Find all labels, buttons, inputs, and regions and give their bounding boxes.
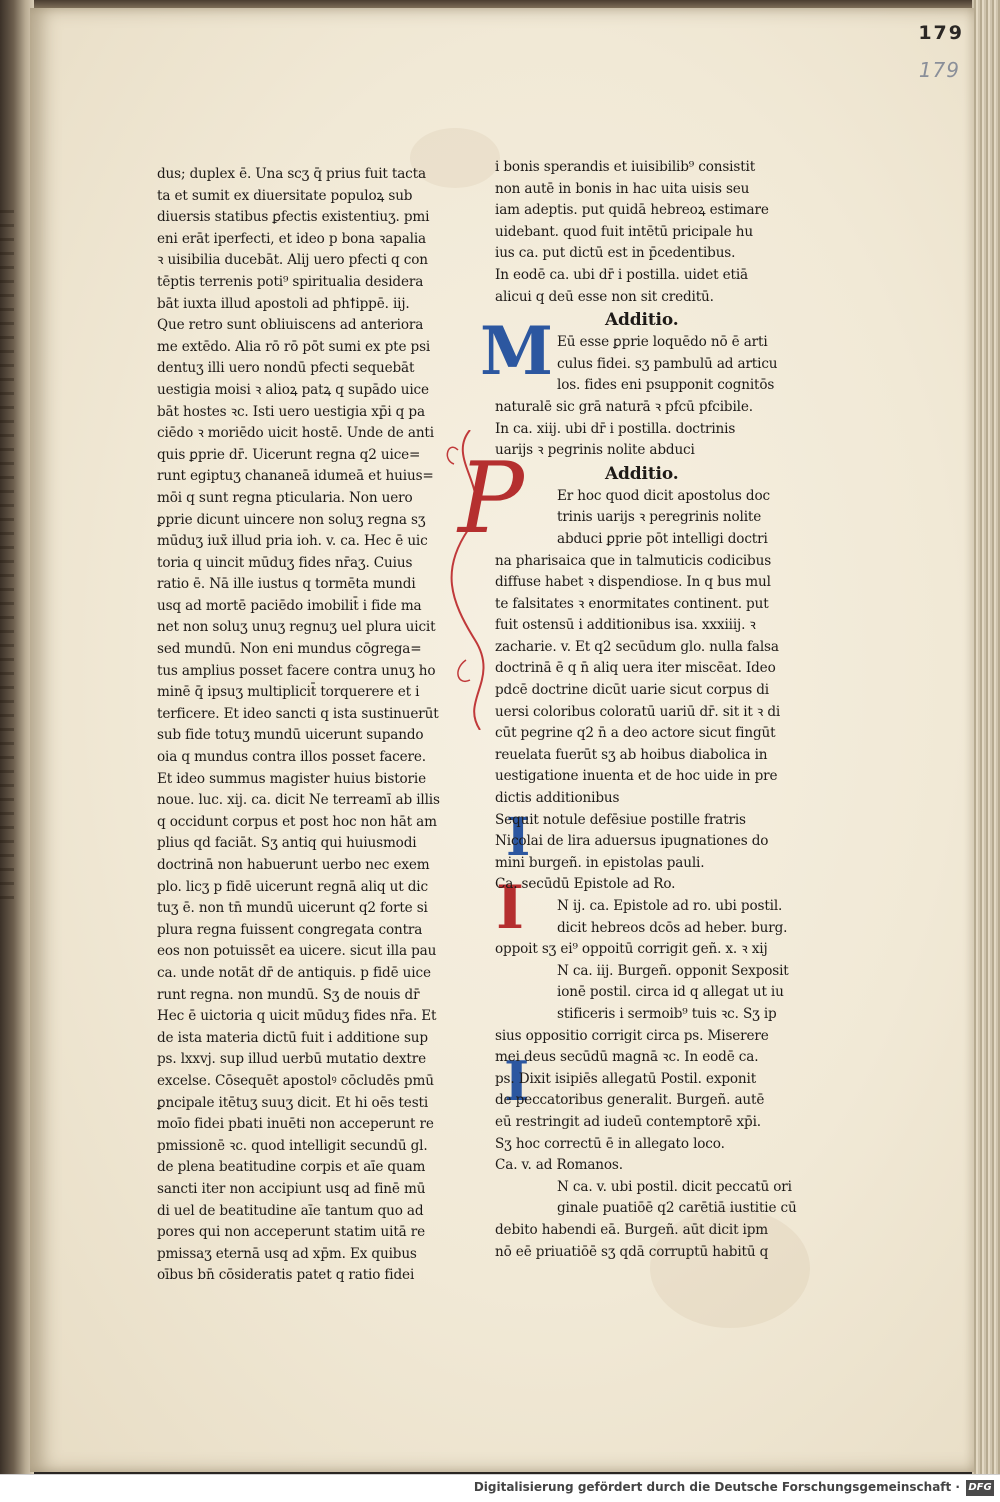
text-line: Er hoc quod dicit apostolus doc: [557, 487, 770, 504]
text-line: culus fidei. sʒ pambulū ad articu: [557, 355, 778, 372]
text-line: los. fides eni psupponit cognitōs: [557, 377, 775, 394]
text-line: Eū esse ꝑprie loquēdo nō ē arti: [557, 334, 768, 351]
text-line: In eodē ca. ubi dr̄ i postilla. uidet etiā: [495, 266, 748, 283]
text-line: Nicolai de lira aduersus ipugnationes do: [495, 833, 769, 850]
text-line: ꝛ uisibilia ducebāt. Alij uero pfecti q con: [157, 252, 428, 269]
text-line: pdcē doctrine dicūt uarie sicut corpus di: [495, 682, 770, 699]
text-line: doctrinā non habuerunt uerbo nec exem: [157, 857, 430, 873]
text-line: moīo fidei pbati inuēti non acceperunt re: [157, 1116, 434, 1133]
text-line: plura regna fuissent congregata contra: [157, 921, 423, 938]
section-heading: Additio.: [605, 463, 679, 484]
text-line: naturalē sic grā naturā ꝛ pfcū pfcibile.: [495, 398, 753, 415]
text-line: usq ad mortē paciēdo imobilit̄ i fide ma: [157, 597, 422, 614]
decorated-initial-m: M: [480, 312, 554, 390]
text-line: reuelata fuerūt sʒ ab hoibus diabolica in: [495, 746, 768, 763]
text-line: oppoit sʒ ei⁹ oppoitū corrigit geñ. x. ꝛ xij: [495, 941, 768, 958]
text-line: runt egiptuʒ chananeā idumeā et huius=: [157, 468, 434, 485]
text-line: de plena beatitudine corpis et aīe quam: [157, 1159, 426, 1176]
text-line: dictis additionibus: [495, 790, 620, 807]
text-line: mōi q sunt regna pticularia. Non uero: [157, 489, 413, 506]
text-line: ta et sumit ex diuersitate populoꝝ sub: [157, 187, 413, 204]
text-line: te falsitates ꝛ enormitates continent. put: [495, 595, 769, 612]
text-line: iam adeptis. put quidā hebreoꝝ estimare: [495, 202, 769, 219]
text-line: excelse. Cōsequēt apostolꝰ cōcludēs pmū: [157, 1072, 434, 1089]
text-line: N ij. ca. Epistole ad ro. ubi postil.: [557, 898, 783, 914]
text-line: de ista materia dictū fuit i additione sup: [157, 1029, 428, 1046]
decorated-initial-p: P: [458, 442, 524, 556]
text-line: ginale puatiōē q2 carētiā iustitie cū: [557, 1200, 797, 1217]
text-line: debito habendi eā. Burgeñ. aūt dicit ipm: [495, 1221, 769, 1238]
text-line: q occidunt corpus et post hoc non hāt am: [157, 813, 437, 830]
digitization-credit-bar: [0, 1474, 1000, 1502]
text-line: Et ideo summus magister huius bistorie: [157, 770, 426, 787]
folio-number-ink: 179: [918, 22, 964, 44]
text-line: de peccatoribus generalit. Burgeñ. autē: [495, 1092, 765, 1109]
text-line: ps. Dixit isipiēs allegatū Postil. exponit: [495, 1070, 757, 1087]
text-line: eos non potuissēt ea uicere. sicut illa pau: [157, 943, 437, 960]
text-line: net non soluʒ unuʒ regnuʒ uel plura uicit: [157, 619, 436, 636]
text-line: eū restringit ad iudeū contemptorē xp̄i.: [495, 1113, 761, 1130]
text-line: ca. unde notāt dr̄ de antiquis. p fidē uice: [157, 964, 431, 981]
text-line: sancti iter non accipiunt usq ad finē mū: [157, 1180, 426, 1197]
text-line: dentuʒ illi uero nondū pfecti sequebāt: [157, 360, 415, 377]
text-line: oia q mundus contra illos posset facere.: [157, 749, 426, 766]
text-line: abduci ꝑprie pōt intelligi doctri: [557, 530, 768, 547]
text-line: Sequit notule defēsiue postille fratris: [495, 811, 746, 828]
text-line: fuit ostensū i additionibus isa. xxxiiij. ꝛ: [495, 617, 756, 634]
text-line: stificeris i sermoib⁹ tuis ꝛc. Sʒ ip: [557, 1005, 777, 1022]
text-line: di uel de beatitudine aīe tantum quo ad: [157, 1202, 424, 1219]
text-line: diffuse habet ꝛ dispendiose. In q bus mul: [495, 574, 771, 591]
text-line: ps. lxxvj. sup illud uerbū mutatio dextre: [157, 1051, 426, 1068]
text-line: tus amplius posset facere contra unuʒ ho: [157, 662, 436, 679]
text-line: pmissaʒ eternā usq ad xp̄m. Ex quibus: [157, 1245, 417, 1262]
text-line: dicit hebreos dcōs ad heber. burg.: [557, 919, 788, 936]
decorated-initial-i: I: [496, 873, 525, 943]
text-line: plius qd faciāt. Sʒ antiq qui huiusmodi: [157, 835, 417, 852]
text-line: quis ꝑprie dr̄. Uicerunt regna q2 uice=: [157, 446, 421, 463]
text-line: bāt iuxta illud apostoli ad phꝉippē. iij.: [157, 295, 410, 312]
text-line: na pharisaica que in talmuticis codicibus: [495, 552, 772, 569]
text-line: diuersis statibus ꝑfectis existentiuʒ. pmi: [157, 209, 430, 226]
text-line: me extēdo. Alia rō rō pōt sumi ex pte psi: [157, 338, 431, 355]
text-line: tuʒ ē. non tn̄ mundū uicerunt q2 forte si: [157, 900, 428, 917]
text-line: ꝑncipale itētuʒ suuʒ dicit. Et hi oēs testi: [157, 1094, 429, 1111]
text-line: mūduʒ iux̄ illud pria ioh. v. ca. Hec ē uic: [157, 533, 428, 550]
text-line: cūt pegrine q2 n̄ a deo actore sicut fingūt: [495, 725, 776, 742]
text-line: sius oppositio corrigit circa ps. Miserere: [495, 1027, 769, 1044]
digitization-credit-text: Digitalisierung gefördert durch die Deutsche Forschungsgemeinschaft ·: [473, 1480, 960, 1494]
text-line: sub fide totuʒ mundū uicerunt supando: [157, 727, 424, 744]
text-line: uidebant. quod fuit intētū pricipale hu: [495, 223, 753, 240]
section-heading: Additio.: [605, 310, 679, 331]
text-line: mini burgeñ. in epistolas pauli.: [495, 854, 705, 871]
left-text-column: [157, 164, 440, 1287]
text-line: nō eē priuatiōē sʒ qdā corruptū habitū q: [495, 1243, 769, 1260]
page-fore-edge: [972, 0, 1000, 1475]
text-line: terficere. Et ideo sancti q ista sustinuerūt: [157, 705, 439, 722]
text-line: ꝑprie dicunt uincere non soluʒ regna sʒ: [157, 511, 426, 528]
text-line: alicui q deū esse non sit creditū.: [495, 288, 714, 305]
text-line: ratio ē. Nā ille iustus q tormēta mundi: [157, 576, 416, 593]
text-line: Hec ē uictoria q uicit mūduʒ fides nr̄a. Et: [157, 1008, 437, 1025]
text-line: zacharie. v. Et q2 secūdum glo. nulla falsa: [495, 638, 779, 655]
text-line: pores qui non acceperunt statim uitā re: [157, 1224, 426, 1241]
text-line: runt regna. non mundū. Sʒ de nouis dr̄: [157, 986, 420, 1003]
text-line: ius ca. put dictū est in p̄cedentibus.: [495, 245, 736, 262]
text-line: noue. luc. xij. ca. dicit Ne terreamī ab illis: [157, 792, 440, 809]
text-line: sed mundū. Non eni mundus cōgrega=: [157, 641, 422, 658]
text-line: pmissionē ꝛc. quod intelligit secundū gl.: [157, 1137, 428, 1154]
text-line: toria q uincit mūduʒ fides nr̄aʒ. Cuius: [157, 554, 413, 571]
dfg-logo: DFG: [966, 1480, 994, 1496]
text-line: uestigatione inuenta et de hoc uide in pre: [495, 768, 778, 785]
text-line: Que retro sunt obliuiscens ad anteriora: [157, 317, 424, 334]
text-line: non autē in bonis in hac uita uisis seu: [495, 180, 750, 197]
text-line: Ca. secūdū Epistole ad Ro.: [495, 876, 676, 893]
text-line: mei deus secūdū magnā ꝛc. In eodē ca.: [495, 1049, 759, 1066]
text-line: Ca. v. ad Romanos.: [495, 1157, 623, 1174]
text-line: tēptis terrenis poti⁹ spiritualia desidera: [157, 273, 424, 290]
text-line: uarijs ꝛ pegrinis nolite abduci: [495, 442, 695, 459]
text-line: ionē postil. circa id q allegat ut iu: [557, 984, 784, 1001]
text-line: Sʒ hoc correctū ē in allegato loco.: [495, 1135, 725, 1152]
text-line: doctrinā ē q n̄ aliq uera iter miscēat. Ideo: [495, 660, 776, 677]
text-line: plo. licʒ p fidē uicerunt regnā aliq ut dic: [157, 878, 428, 895]
decorated-initial-i: I: [506, 807, 531, 868]
text-line: trinis uarijs ꝛ peregrinis nolite: [557, 509, 762, 526]
right-text-column: [495, 157, 797, 1263]
text-line: oībus bn̄ cōsideratis patet q ratio fidei: [157, 1267, 415, 1284]
text-line: uersi coloribus coloratū uariū dr̄. sit it ꝛ di: [495, 703, 781, 720]
text-line: bāt hostes ꝛc. Isti uero uestigia xp̄i q pa: [157, 403, 425, 420]
decorated-initial-i: I: [504, 1049, 530, 1113]
folio-number-pencil: 179: [918, 58, 960, 82]
previous-page-text-edge: [0, 210, 14, 910]
text-line: ciēdo ꝛ moriēdo uicit hostē. Unde de anti: [157, 425, 434, 442]
text-line: dus; duplex ē. Una scʒ q̄ prius fuit tacta: [157, 166, 426, 182]
text-line: minē q̄ ipsuʒ multiplicit̄ torquerere et i: [157, 684, 420, 701]
text-line: i bonis sperandis et iuisibilib⁹ consistit: [495, 159, 756, 175]
text-line: In ca. xiij. ubi dr̄ i postilla. doctrinis: [495, 420, 736, 437]
text-line: N ca. v. ubi postil. dicit peccatū ori: [557, 1178, 792, 1195]
text-line: eni erāt iperfecti, et ideo p bona ꝛapalia: [157, 230, 427, 247]
text-line: uestigia moisi ꝛ alioꝝ patꝝ q supādo uice: [157, 381, 429, 398]
text-line: N ca. iij. Burgeñ. opponit Sexposit: [557, 962, 789, 979]
